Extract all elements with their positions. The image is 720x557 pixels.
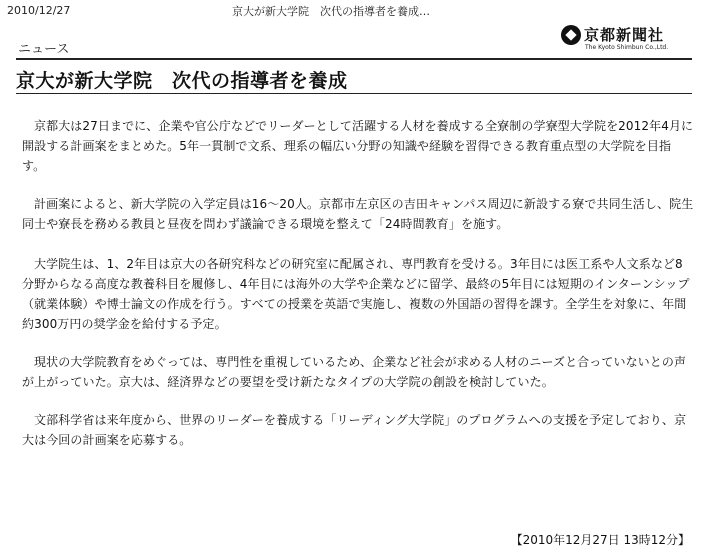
print-page-title: 京大が新大学院 次代の指導者を養成… bbox=[232, 5, 430, 18]
header-divider bbox=[16, 58, 692, 60]
article-headline: 京大が新大学院 次代の指導者を養成 bbox=[16, 70, 348, 92]
kyoto-shimbun-emblem-icon bbox=[561, 25, 581, 45]
section-label: ニュース bbox=[18, 42, 70, 57]
article-paragraph: 計画案によると、新大学院の入学定員は16～20人。京都市左京区の吉田キャンパス周辺に新設する寮で共同生活し、院生同士や寮長を務める教員と昼夜を問わず議論できる環境を整えて「24時間教育」を施す。 bbox=[22, 197, 694, 231]
headline-divider bbox=[16, 93, 692, 94]
article-dateline: 【2010年12月27日 13時12分】 bbox=[510, 533, 690, 547]
print-date: 2010/12/27 bbox=[7, 4, 71, 17]
article-paragraph: 大学院生は、1、2年目は京大の各研究科などの研究室に配属され、専門教育を受ける。3年目には医工系や人文系など8分野からなる高度な教養科目を履修し、4年目には海外の大学や企業などに留学、最終の5年目には短期のインターンシップ（就業体験）や博士論文の作成を行う。すべての授業を英語で実施し、複数の外国語の習得を課す。全学生を対象に、年間約300万円の奨学金を給付する予定。 bbox=[22, 257, 690, 331]
article-paragraph: 京都大は27日までに、企業や官公庁などでリーダーとして活躍する人材を養成する全寮制の学寮型大学院を2012年4月に開設する計画案をまとめた。5年一貫制で文系、理系の幅広い分野の知識や経験を習得できる教育重点型の大学院を目指す。 bbox=[22, 119, 694, 173]
logo-subtitle: The Kyoto Shimbun Co.,Ltd. bbox=[585, 44, 669, 51]
kyoto-shimbun-logo bbox=[561, 22, 681, 56]
article-paragraph: 現状の大学院教育をめぐっては、専門性を重視しているため、企業など社会が求める人材のニーズと合っていないとの声が上がっていた。京大は、経済界などの要望を受け新たなタイプの大学院の創設を検討していた。 bbox=[22, 355, 687, 389]
logo-name: 京都新聞社 bbox=[584, 26, 665, 44]
article-paragraph: 文部科学省は来年度から、世界のリーダーを養成する「リーディング大学院」のプログラムへの支援を予定しており、京大は今回の計画案を応募する。 bbox=[22, 413, 687, 447]
article-body bbox=[22, 116, 694, 468]
